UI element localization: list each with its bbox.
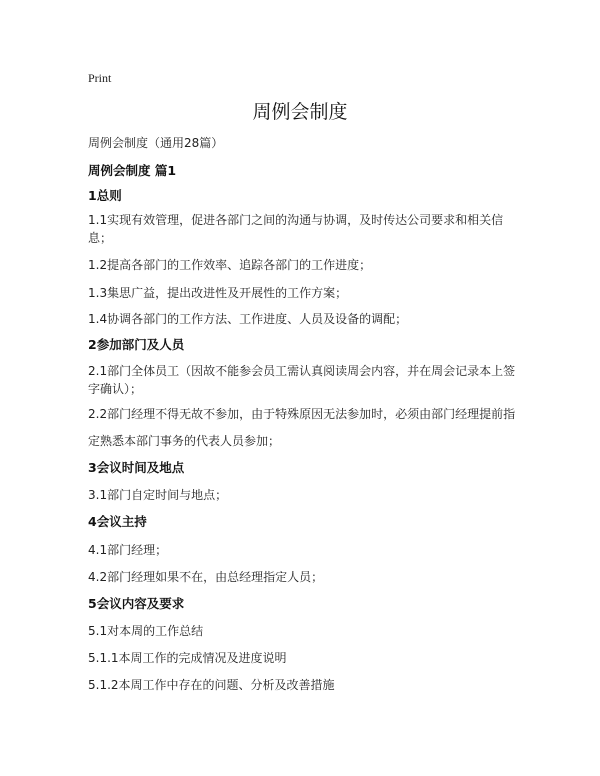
section-item: 1.1实现有效管理，促进各部门之间的沟通与协调，及时传达公司要求和相关信息； bbox=[88, 213, 504, 245]
section-item: 5.1对本周的工作总结 bbox=[88, 624, 204, 638]
section-heading: 4会议主持 bbox=[88, 514, 147, 529]
document-title: 周例会制度 bbox=[252, 101, 348, 123]
section-item: 2.1部门全体员工（因故不能参会员工需认真阅读周会内容，并在周会记录本上签字确认）； bbox=[88, 364, 516, 396]
section-item: 2.2部门经理不得无故不参加，由于特殊原因无法参加时，必须由部门经理提前指 bbox=[88, 407, 516, 421]
section-heading: 5会议内容及要求 bbox=[88, 596, 185, 611]
print-label: Print bbox=[88, 71, 112, 85]
section-heading: 2参加部门及人员 bbox=[88, 337, 185, 352]
section-item: 1.3集思广益，提出改进性及开展性的工作方案； bbox=[88, 286, 348, 300]
document-subtitle: 周例会制度（通用28篇） bbox=[88, 136, 224, 150]
section-item: 定熟悉本部门事务的代表人员参加； bbox=[88, 434, 281, 448]
section-item: 5.1.1本周工作的完成情况及进度说明 bbox=[88, 651, 287, 665]
section-item: 1.2提高各部门的工作效率、追踪各部门的工作进度； bbox=[88, 258, 372, 272]
section-item: 3.1部门自定时间与地点； bbox=[88, 488, 228, 502]
section-item: 4.2部门经理如果不在，由总经理指定人员； bbox=[88, 570, 324, 584]
section-item: 5.1.2本周工作中存在的问题、分析及改善措施 bbox=[88, 678, 335, 692]
section-item: 4.1部门经理； bbox=[88, 543, 168, 557]
section-heading: 1总则 bbox=[88, 188, 122, 203]
section-item: 1.4协调各部门的工作方法、工作进度、人员及设备的调配； bbox=[88, 312, 408, 326]
section-heading: 3会议时间及地点 bbox=[88, 460, 185, 475]
article-heading: 周例会制度 篇1 bbox=[88, 163, 177, 178]
